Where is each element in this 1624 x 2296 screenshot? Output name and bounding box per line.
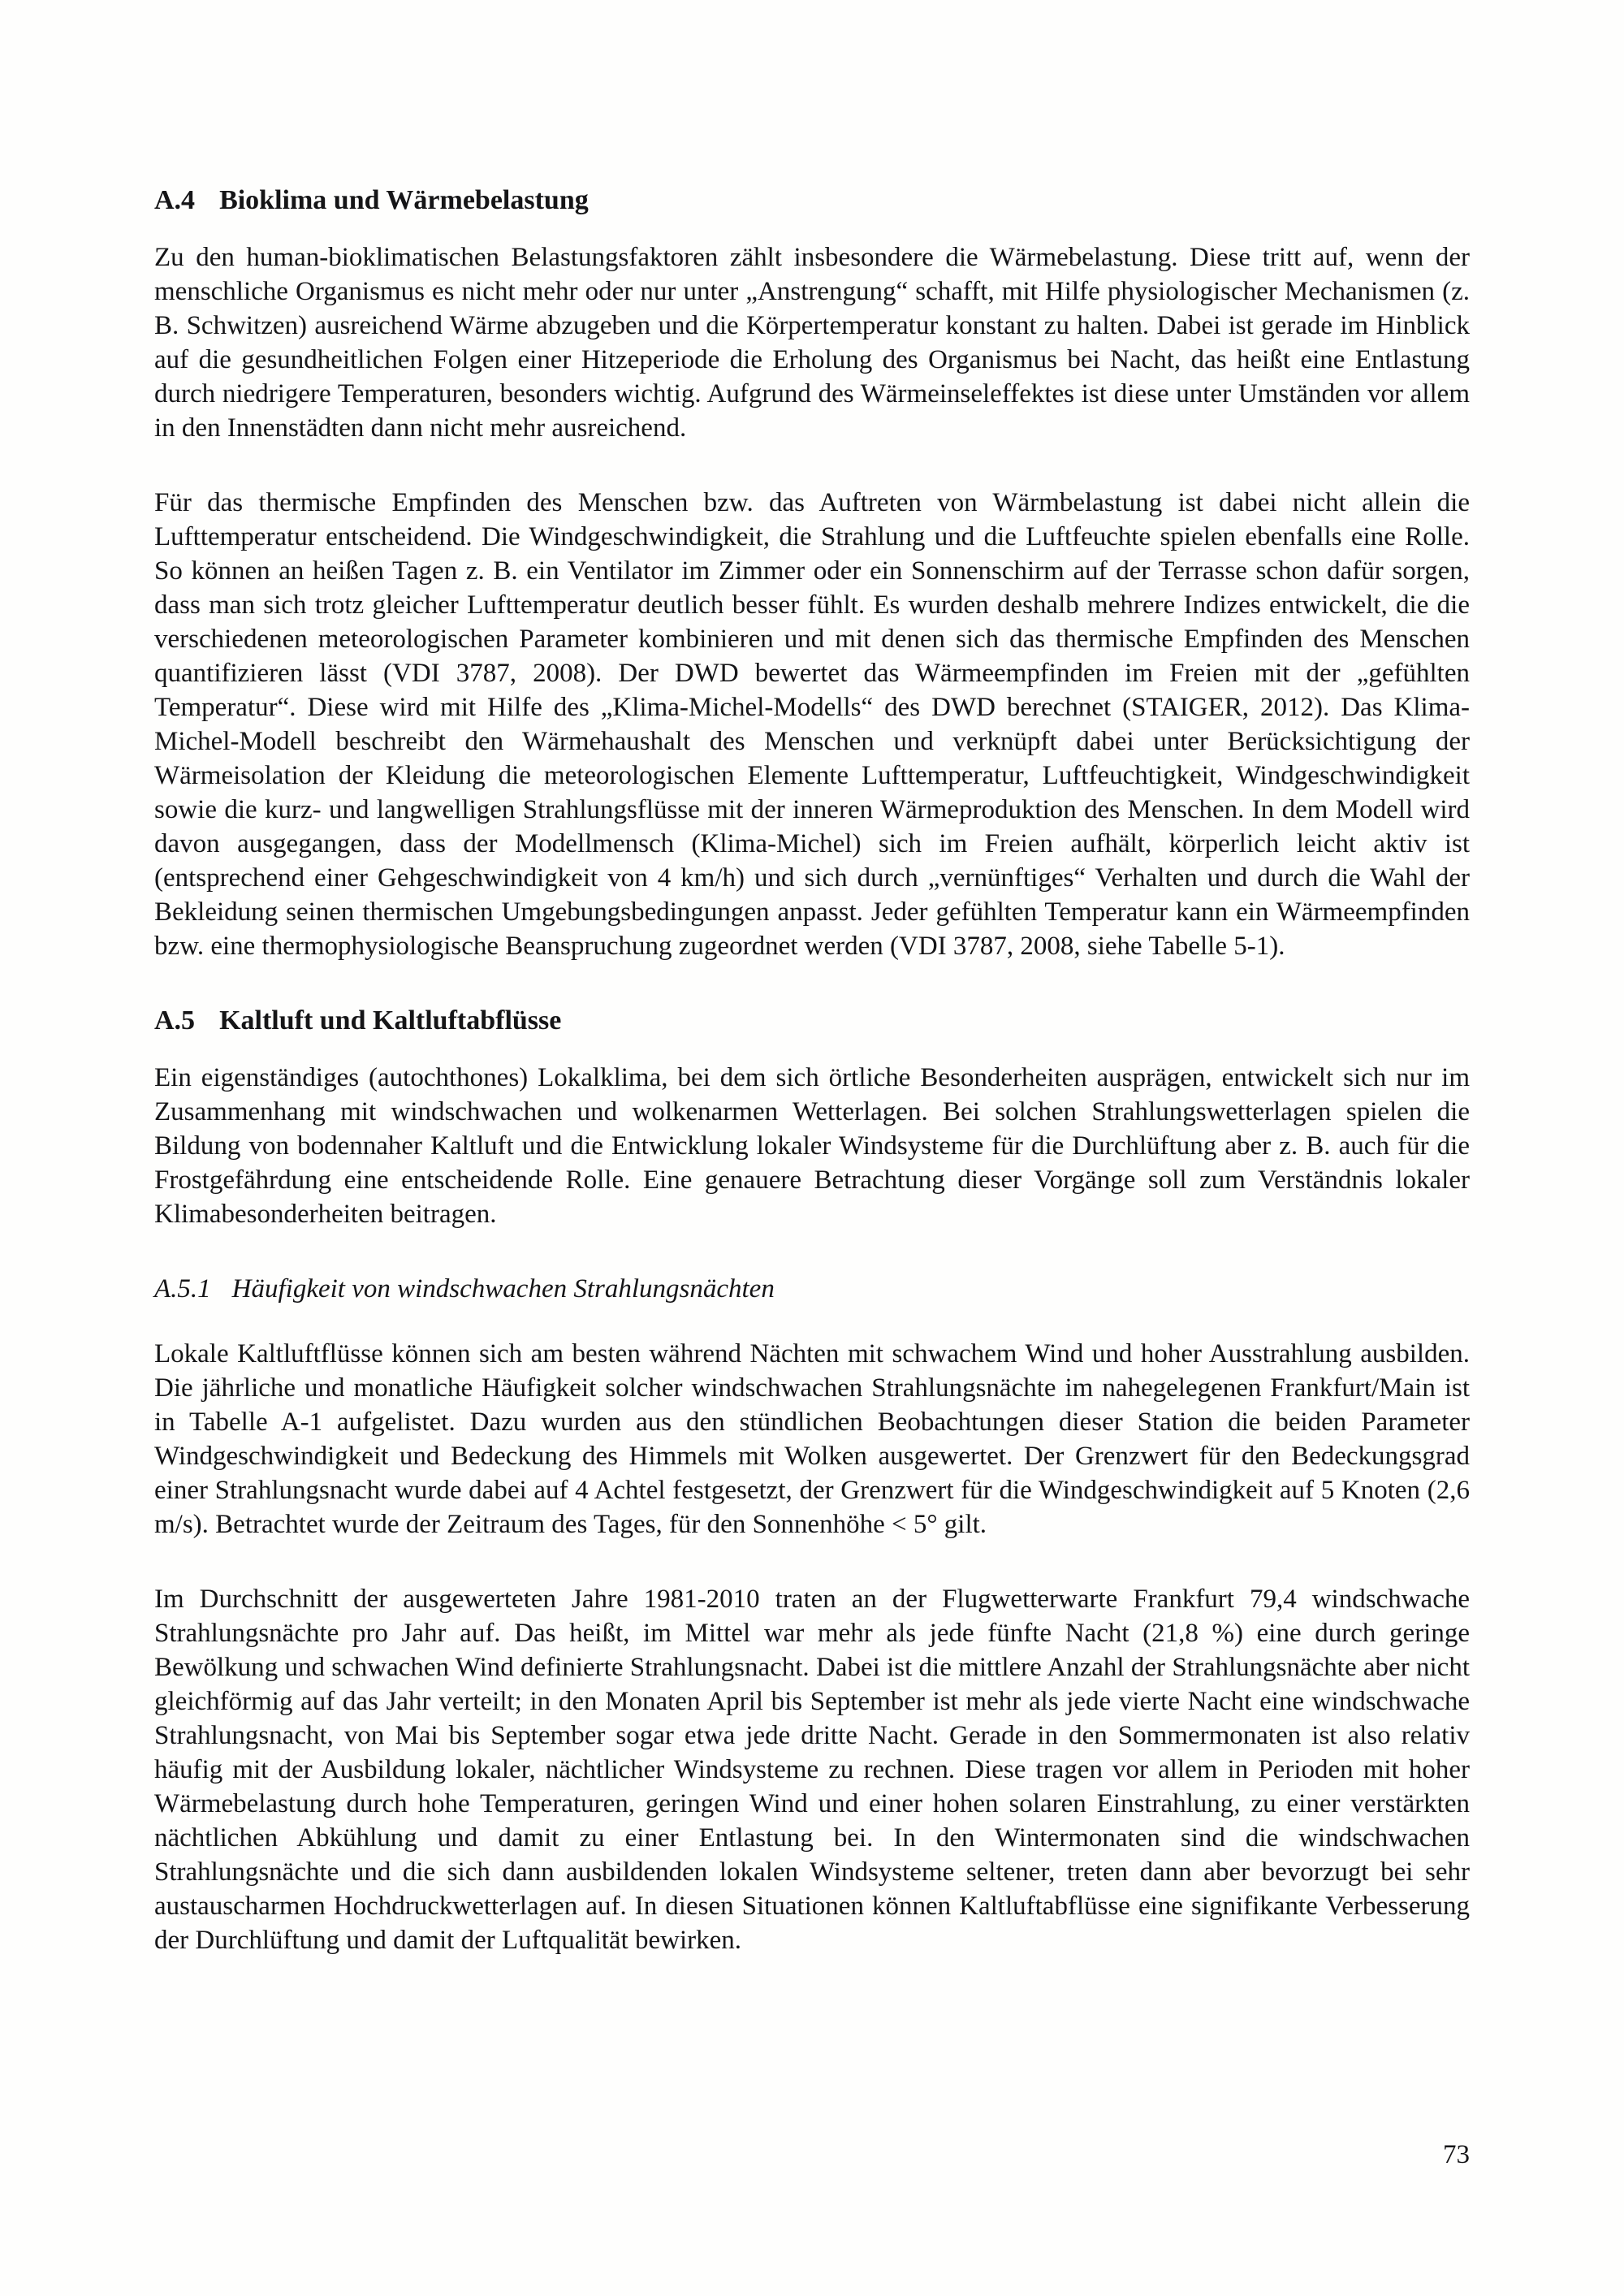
paragraph-strahlungsnaechte-1: Lokale Kaltluftflüsse können sich am besten während Nächten mit schwachem Wind und hoher Ausstrahlung ausbilden. Die jährliche und monatliche Häufigkeit solcher windschwachen Strahlungsnächte im nahegelegenen Frankfurt/Main ist in Tabelle A-1 aufgelistet. Dazu wurden aus den stündlichen Beobachtungen dieser Station die beiden Parameter Windgeschwindigkeit und Bedeckung des Himmels mit Wolken ausgewertet. Der Grenzwert für den Bedeckungsgrad einer Strahlungsnacht wurde dabei auf 4 Achtel festgesetzt, der Grenzwert für die Windgeschwindigkeit auf 5 Knoten (2,6 m/s). Betrachtet wurde der Zeitraum des Tages, für den Sonnenhöhe < 5° gilt. xyxy=(154,1339,1470,1539)
section-number: A.5 xyxy=(154,1005,196,1036)
section-number: A.4 xyxy=(154,185,196,215)
page-content xyxy=(154,0,1470,1957)
subsection-heading-a51 xyxy=(154,1272,1470,1306)
section-title: Kaltluft und Kaltluftabflüsse xyxy=(219,1005,562,1036)
paragraph-waermebelastung-2: Für das thermische Empfinden des Menschen bzw. das Auftreten von Wärmbelastung ist dabei nicht allein die Lufttemperatur entscheidend. Die Windgeschwindigkeit, die Strahlung und die Luftfeuchte spielen ebenfalls eine Rolle. So können an heißen Tagen z. B. ein Ventilator im Zimmer oder ein Sonnenschirm auf der Terrasse schon dafür sorgen, dass man sich trotz gleicher Lufttemperatur deutlich besser fühlt. Es wurden deshalb mehrere Indizes entwickelt, die die verschiedenen meteorologischen Parameter kombinieren und mit denen sich das thermische Empfinden des Menschen quantifizieren lässt (VDI 3787, 2008). Der DWD bewertet das Wärmeempfinden im Freien mit der „gefühlten Temperatur“. Diese wird mit Hilfe des „Klima-Michel-Modells“ des DWD berechnet (STAIGER, 2012). Das Klima-Michel-Modell beschreibt den Wärmehaushalt des Menschen und verknüpft dabei unter Berücksichtigung der Wärmeisolation der Kleidung die meteorologischen Elemente Lufttemperatur, Luftfeuchtigkeit, Windgeschwindigkeit sowie die kurz- und langwelligen Strahlungsflüsse mit der inneren Wärmeproduktion des Menschen. In dem Modell wird davon ausgegangen, dass der Modellmensch (Klima-Michel) sich im Freien aufhält, körperlich leicht aktiv ist (entsprechend einer Gehgeschwindigkeit von 4 km/h) und sich durch „vernünftiges“ Verhalten und durch die Wahl der Bekleidung seinen thermischen Umgebungsbedingungen anpasst. Jeder gefühlten Temperatur kann ein Wärmeempfinden bzw. eine thermophysiologische Beanspruchung zugeordnet werden (VDI 3787, 2008, siehe Tabelle 5-1). xyxy=(154,488,1470,961)
section-heading-a4 xyxy=(154,184,1470,218)
page-number: 73 xyxy=(1443,2140,1470,2169)
section-title: Bioklima und Wärmebelastung xyxy=(219,185,589,215)
paragraph-kaltluft-1: Ein eigenständiges (autochthones) Lokalklima, bei dem sich örtliche Besonderheiten ausprägen, entwickelt sich nur im Zusammenhang mit windschwachen und wolkenarmen Wetterlagen. Bei solchen Strahlungswetterlagen spielen die Bildung von bodennaher Kaltluft und die Entwicklung lokaler Windsysteme für die Durchlüftung aber z. B. auch für die Frostgefährdung eine entscheidende Rolle. Eine genauere Betrachtung dieser Vorgänge soll zum Verständnis lokaler Klimabesonderheiten beitragen. xyxy=(154,1063,1470,1229)
subsection-number: A.5.1 xyxy=(154,1274,211,1304)
paragraph-waermebelastung-1: Zu den human-bioklimatischen Belastungsfaktoren zählt insbesondere die Wärmebelastung. Diese tritt auf, wenn der menschliche Organismus es nicht mehr oder nur unter „Anstrengung“ schafft, mit Hilfe physiologischer Mechanismen (z. B. Schwitzen) ausreichend Wärme abzugeben und die Körpertemperatur konstant zu halten. Dabei ist gerade im Hinblick auf die gesundheitlichen Folgen einer Hitzeperiode die Erholung des Organismus bei Nacht, das heißt eine Entlastung durch niedrigere Temperaturen, besonders wichtig. Aufgrund des Wärmeinseleffektes ist diese unter Umständen vor allem in den Innenstädten dann nicht mehr ausreichend. xyxy=(154,243,1470,443)
text-block xyxy=(154,0,1470,2296)
section-heading-a5 xyxy=(154,1004,1470,1038)
subsection-title: Häufigkeit von windschwachen Strahlungsnächten xyxy=(231,1274,775,1304)
paragraph-strahlungsnaechte-2: Im Durchschnitt der ausgewerteten Jahre 1981-2010 traten an der Flugwetterwarte Frankfurt 79,4 windschwache Strahlungsnächte pro Jahr auf. Das heißt, im Mittel war mehr als jede fünfte Nacht (21,8 %) eine durch geringe Bewölkung und schwachen Wind definierte Strahlungsnacht. Dabei ist die mittlere Anzahl der Strahlungsnächte aber nicht gleichförmig auf das Jahr verteilt; in den Monaten April bis September ist mehr als jede vierte Nacht eine windschwache Strahlungsnacht, von Mai bis September sogar etwa jede dritte Nacht. Gerade in den Sommermonaten ist also relativ häufig mit der Ausbildung lokaler, nächtlicher Windsysteme zu rechnen. Diese tragen vor allem in Perioden mit hoher Wärmebelastung durch hohe Temperaturen, geringen Wind und einer hohen solaren Einstrahlung, zu einer verstärkten nächtlichen Abkühlung und damit zu einer Entlastung bei. In den Wintermonaten sind die windschwachen Strahlungsnächte und die sich dann ausbildenden lokalen Windsysteme seltener, treten dann aber bevorzugt bei sehr austauscharmen Hochdruckwetterlagen auf. In diesen Situationen können Kaltluftabflüsse eine signifikante Verbesserung der Durchlüftung und damit der Luftqualität bewirken. xyxy=(154,1585,1470,1955)
